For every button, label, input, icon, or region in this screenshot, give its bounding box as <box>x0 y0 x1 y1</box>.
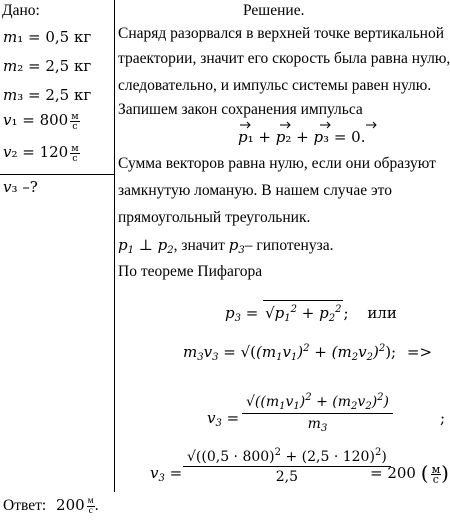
solution-line-4: Запишем закон сохранения импульса <box>118 101 363 118</box>
column-divider <box>114 0 115 492</box>
momentum-conservation-equation <box>238 128 365 146</box>
given-v2-value: 𝑣₂ = 120 <box>3 143 69 161</box>
unit-num: м <box>87 495 94 506</box>
pythagoras-equation: $p_3 = √p_1^2 + p_2^2$ ; или <box>225 300 397 328</box>
solution-line-6: замкнутую ломаную. В нашем случае это <box>118 182 392 199</box>
v3-numeric-lhs: $v_3$ = <box>150 464 183 484</box>
p8-end: – гипотенуза. <box>244 237 334 254</box>
given-v2 <box>3 143 80 163</box>
given-v1-value: 𝑣₁ = 800 <box>3 111 69 129</box>
solution-line-5: Сумма векторов равна нулю, если они образуют <box>118 155 436 172</box>
perpendicular-line: $p_1$ ⊥ $p_2$, значит $p_3-$ гипотенуза. <box>118 236 334 256</box>
given-m2: 𝑚₂ = 2,5 кг <box>3 57 92 75</box>
answer-line: Ответ: 200 $\frac{м}{с}$ . <box>3 495 99 516</box>
eq1-text: 𝑝₁ + 𝑝₂ + 𝑝₃ = 0. <box>238 128 366 146</box>
given-m1: 𝑚₁ = 0,5 кг <box>3 28 92 46</box>
solution-line-1: Снаряд разорвался в верхней точке вертикальной <box>118 25 444 42</box>
unit-den: с <box>72 152 78 164</box>
given-divider <box>0 174 114 175</box>
answer-value: 200 <box>56 496 85 514</box>
unit-num: м <box>431 462 441 476</box>
solution-header: Решение. <box>243 2 305 19</box>
result-value: = 200 <box>370 464 416 482</box>
answer-label: Ответ: <box>3 497 47 514</box>
unit-num: м <box>71 142 79 154</box>
solution-line-3: следовательно, и импульс системы равен нулю. <box>118 77 432 94</box>
v3-numeric-fraction: $\frac{√((0,5 \cdot 800)^2 + (2,5 \cdot 120)^2)}{2,5}$ <box>183 447 391 485</box>
given-header: Дано: <box>2 2 40 19</box>
p8-tail: , значит <box>173 237 229 254</box>
given-m3: 𝑚₃ = 2,5 кг <box>3 86 92 104</box>
eq-arrow: => <box>406 343 433 361</box>
momentum-magnitude-equation: $m_3v_3 = √((m_1v_1)^2 + (m_2v_2)^2)$; => <box>183 343 433 363</box>
v3-formula-fraction: $\frac{√((m_1v_1)^2 + (m_2v_2)^2)}{m_3}$ <box>242 392 393 434</box>
v3-formula-lhs: $v_3$ = <box>207 409 240 429</box>
v3-formula-semicolon: ; <box>440 409 446 427</box>
find-v3: 𝑣₃ –? <box>3 178 38 196</box>
solution-line-2: траектории, значит его скорость была равна нулю, <box>118 50 450 67</box>
v3-result: = 200 ( $\frac{м}{с}$ ) <box>370 461 449 486</box>
unit-den: с <box>88 505 93 516</box>
given-v1 <box>3 111 80 131</box>
unit-num: м <box>71 110 79 122</box>
vector-arrows <box>238 120 388 130</box>
unit-den: с <box>432 472 439 486</box>
solution-line-9: По теореме Пифагора <box>118 263 263 280</box>
solution-line-7: прямоугольный треугольник. <box>118 209 311 226</box>
eq-or: или <box>367 304 397 322</box>
unit-den: с <box>72 120 78 132</box>
